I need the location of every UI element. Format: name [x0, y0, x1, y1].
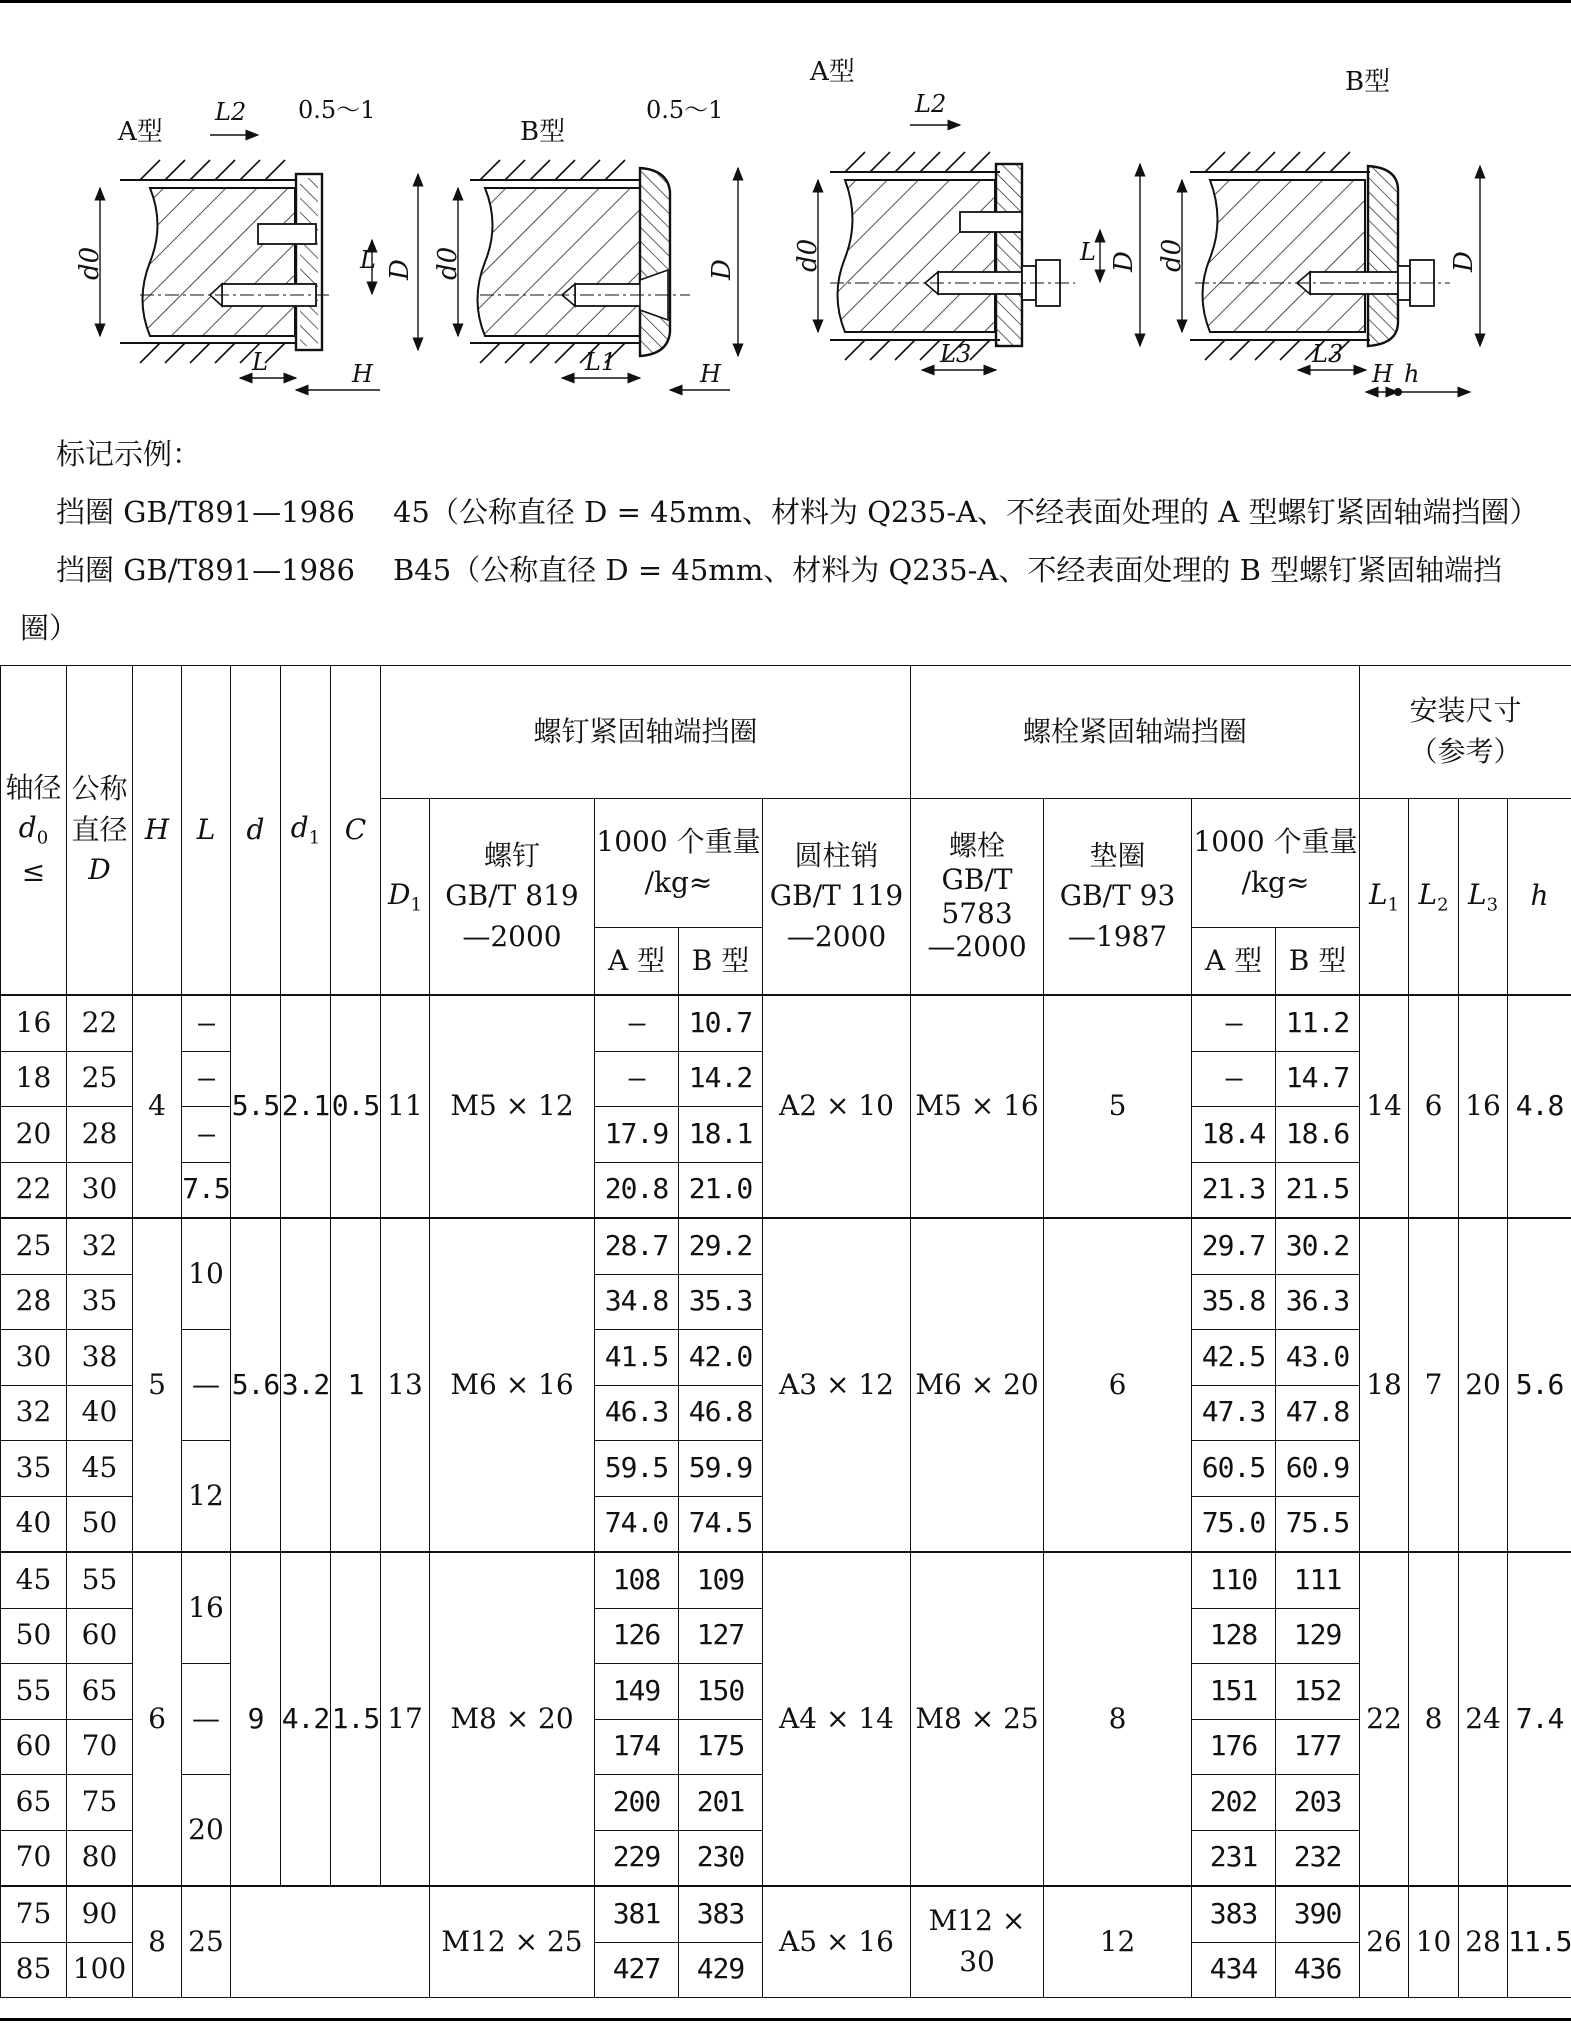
cell-weight-a: 59.5: [595, 1441, 679, 1497]
figure-screw-type-a: [75, 96, 418, 390]
cell-bolt: M6 × 20: [911, 1218, 1044, 1552]
table-row: [1, 1552, 1571, 1608]
header-L: L: [182, 666, 231, 996]
cell-bolt-weight-a: 42.5: [1192, 1330, 1276, 1386]
header-install-group: 安装尺寸 （参考）: [1360, 666, 1571, 799]
header-bolt-weight-b: B 型: [1276, 928, 1360, 996]
cell-H: 6: [133, 1552, 182, 1886]
example-2-desc: （公称直径 D = 45mm、材料为 Q235-A、不经表面处理的 B 型螺钉紧固轴端挡: [451, 553, 1503, 587]
cell-weight-a: —: [595, 995, 679, 1051]
cell-d0: 50: [1, 1608, 67, 1664]
cell-weight-a: 108: [595, 1552, 679, 1608]
cell-weight-b: 59.9: [679, 1441, 763, 1497]
cell-d0: 75: [1, 1886, 67, 1942]
cell-bolt-weight-b: 18.6: [1276, 1107, 1360, 1163]
header-L2: $L_2$: [1409, 799, 1459, 996]
fig4-h: h: [1404, 360, 1420, 388]
cell-D: 30: [67, 1162, 133, 1218]
cell-D: 60: [67, 1608, 133, 1664]
header-D: 公称 直径 D: [67, 666, 133, 996]
cell-D: 55: [67, 1552, 133, 1608]
cell-screw: M12 × 25: [430, 1886, 595, 1998]
cell-washer: 6: [1044, 1218, 1192, 1552]
cell-weight-b: 29.2: [679, 1218, 763, 1274]
cell-weight-b: 18.1: [679, 1107, 763, 1163]
fig3-d0: d0: [793, 238, 823, 272]
cell-washer: 12: [1044, 1886, 1192, 1998]
cell-D: 25: [67, 1051, 133, 1107]
cell-weight-b: 35.3: [679, 1274, 763, 1330]
fig1-L2: L2: [215, 98, 247, 126]
cell-empty: [231, 1886, 430, 1998]
cell-pin: A2 × 10: [763, 995, 911, 1218]
header-weight-a: A 型: [595, 928, 679, 996]
fig2-L1: L1: [585, 348, 617, 376]
cell-D: 38: [67, 1330, 133, 1386]
cell-D: 70: [67, 1719, 133, 1775]
header-weight-b: B 型: [679, 928, 763, 996]
cell-d0: 40: [1, 1496, 67, 1552]
cell-H: 5: [133, 1218, 182, 1552]
header-bolt-weight: 1000 个重量 /kg≈: [1192, 799, 1360, 928]
spec-table-body: [1, 995, 1571, 1998]
example-1-mark: 45: [392, 495, 430, 529]
example-1-code: 挡圈 GB/T891—1986: [56, 495, 355, 529]
cell-L-bot: 12: [182, 1441, 231, 1553]
cell-weight-a: 17.9: [595, 1107, 679, 1163]
cell-d: 5.6: [231, 1218, 281, 1552]
figure-bolt-type-b: [1157, 67, 1480, 396]
cell-d: 5.5: [231, 995, 281, 1218]
cell-L: —: [182, 1051, 231, 1107]
cell-C: 1.5: [331, 1552, 381, 1886]
header-h: h: [1508, 799, 1571, 996]
cell-d0: 35: [1, 1441, 67, 1497]
fig4-D: D: [1449, 251, 1479, 272]
top-rule: [0, 0, 1571, 3]
cell-d0: 20: [1, 1107, 67, 1163]
cell-H: 4: [133, 995, 182, 1218]
header-pin: 圆柱销 GB/T 119 —2000: [763, 799, 911, 996]
cell-bolt-weight-b: 43.0: [1276, 1330, 1360, 1386]
table-row: [1, 1886, 1571, 1942]
fig2-d0: d0: [433, 246, 463, 280]
cell-bolt-weight-a: 29.7: [1192, 1218, 1276, 1274]
header-d: d: [231, 666, 281, 996]
cell-D: 65: [67, 1664, 133, 1720]
table-row: [1, 995, 1571, 1051]
figure-screw-type-b: [433, 96, 738, 390]
cell-bolt-weight-b: 436: [1276, 1942, 1360, 1998]
cell-d1: 4.2: [281, 1552, 331, 1886]
example-2-tail: 圈）: [20, 611, 79, 645]
cell-bolt-weight-a: 231: [1192, 1830, 1276, 1886]
cell-bolt: M12 × 30: [911, 1886, 1044, 1998]
header-d0: 轴径 $d_0$ ≤: [1, 666, 67, 996]
cell-weight-a: 34.8: [595, 1274, 679, 1330]
cell-bolt-weight-b: 14.7: [1276, 1051, 1360, 1107]
cell-weight-b: 175: [679, 1719, 763, 1775]
cell-weight-a: 20.8: [595, 1162, 679, 1218]
cell-L: 7.5: [182, 1162, 231, 1218]
cell-bolt-weight-b: 129: [1276, 1608, 1360, 1664]
cell-weight-b: 201: [679, 1775, 763, 1831]
cell-weight-b: 14.2: [679, 1051, 763, 1107]
cell-bolt-weight-b: 203: [1276, 1775, 1360, 1831]
cell-weight-b: 42.0: [679, 1330, 763, 1386]
fig2-gap: 0.5～1: [646, 96, 724, 124]
cell-weight-a: 41.5: [595, 1330, 679, 1386]
cell-d0: 85: [1, 1942, 67, 1998]
cell-d0: 60: [1, 1719, 67, 1775]
cell-bolt-weight-a: 202: [1192, 1775, 1276, 1831]
cell-L-mid: —: [182, 1330, 231, 1441]
cell-d1: 2.1: [281, 995, 331, 1218]
cell-d0: 32: [1, 1385, 67, 1441]
cell-L3: 20: [1459, 1218, 1508, 1552]
cell-d0: 45: [1, 1552, 67, 1608]
cell-D: 32: [67, 1218, 133, 1274]
cell-L: —: [182, 995, 231, 1051]
cell-bolt-weight-a: 383: [1192, 1886, 1276, 1942]
cell-D: 80: [67, 1830, 133, 1886]
cell-L: 25: [182, 1886, 231, 1998]
cell-bolt: M8 × 25: [911, 1552, 1044, 1886]
example-2-mark: B45: [392, 553, 452, 587]
figure-bolt-type-a: [793, 57, 1140, 370]
cell-bolt-weight-b: 111: [1276, 1552, 1360, 1608]
cell-weight-b: 230: [679, 1830, 763, 1886]
cell-d0: 18: [1, 1051, 67, 1107]
cell-d0: 16: [1, 995, 67, 1051]
fig1-d0: d0: [75, 246, 105, 280]
example-2: [20, 541, 1550, 599]
cell-pin: A5 × 16: [763, 1886, 911, 1998]
fig1-H: H: [352, 360, 373, 388]
example-1: [20, 483, 1550, 541]
header-L1: $L_1$: [1360, 799, 1409, 996]
header-L3: $L_3$: [1459, 799, 1508, 996]
cell-L-top: 10: [182, 1218, 231, 1330]
fig3-L3: L3: [940, 340, 972, 368]
cell-bolt-weight-b: 36.3: [1276, 1274, 1360, 1330]
cell-L: —: [182, 1107, 231, 1163]
cell-screw: M5 × 12: [430, 995, 595, 1218]
cell-weight-b: 46.8: [679, 1385, 763, 1441]
cell-weight-b: 127: [679, 1608, 763, 1664]
cell-D: 28: [67, 1107, 133, 1163]
fig3-L: L: [1080, 238, 1096, 266]
cell-d0: 25: [1, 1218, 67, 1274]
fig1-type-label: A型: [118, 117, 163, 147]
cell-d: 9: [231, 1552, 281, 1886]
cell-L-bot: 20: [182, 1775, 231, 1887]
cell-D: 90: [67, 1886, 133, 1942]
cell-bolt-weight-b: 47.8: [1276, 1385, 1360, 1441]
cell-bolt-weight-a: 151: [1192, 1664, 1276, 1720]
cell-bolt-weight-a: —: [1192, 1051, 1276, 1107]
cell-weight-a: 126: [595, 1608, 679, 1664]
spec-table: [0, 665, 1571, 1998]
cell-weight-a: 200: [595, 1775, 679, 1831]
header-d1: $d_1$: [281, 666, 331, 996]
cell-d0: 28: [1, 1274, 67, 1330]
cell-bolt-weight-a: 35.8: [1192, 1274, 1276, 1330]
header-bolt: 螺栓 GB/T 5783 —2000: [911, 799, 1044, 996]
header-screw-group: 螺钉紧固轴端挡圈: [381, 666, 911, 799]
fig1-L: L: [360, 246, 376, 274]
cell-bolt-weight-b: 30.2: [1276, 1218, 1360, 1274]
cell-bolt-weight-b: 390: [1276, 1886, 1360, 1942]
example-1-desc: （公称直径 D = 45mm、材料为 Q235-A、不经表面处理的 A 型螺钉紧固轴端挡圈）: [429, 495, 1539, 529]
cell-bolt-weight-a: 176: [1192, 1719, 1276, 1775]
cell-D: 40: [67, 1385, 133, 1441]
cell-weight-a: 427: [595, 1942, 679, 1998]
cell-d0: 22: [1, 1162, 67, 1218]
cell-L-mid: —: [182, 1664, 231, 1775]
header-D1: $D_1$: [381, 799, 430, 996]
marking-examples: [20, 425, 1550, 657]
fig3-type-label: A型: [810, 57, 855, 87]
cell-d1: 3.2: [281, 1218, 331, 1552]
cell-h: 7.4: [1508, 1552, 1571, 1886]
cell-weight-b: 150: [679, 1664, 763, 1720]
cell-weight-a: 149: [595, 1664, 679, 1720]
bottom-rule: [0, 2018, 1571, 2021]
cell-L1: 22: [1360, 1552, 1409, 1886]
cell-h: 11.5: [1508, 1886, 1571, 1998]
cell-weight-b: 109: [679, 1552, 763, 1608]
fig1-gap: 0.5～1: [298, 96, 376, 124]
cell-weight-a: —: [595, 1051, 679, 1107]
cell-weight-a: 381: [595, 1886, 679, 1942]
fig2-type-label: B型: [520, 117, 566, 147]
cell-L1: 18: [1360, 1218, 1409, 1552]
cell-weight-b: 21.0: [679, 1162, 763, 1218]
cell-D: 75: [67, 1775, 133, 1831]
cell-bolt-weight-a: 128: [1192, 1608, 1276, 1664]
fig2-H: H: [700, 360, 721, 388]
cell-D: 45: [67, 1441, 133, 1497]
cell-bolt-weight-b: 232: [1276, 1830, 1360, 1886]
drawings: [0, 40, 1571, 420]
cell-weight-a: 28.7: [595, 1218, 679, 1274]
cell-bolt-weight-a: 18.4: [1192, 1107, 1276, 1163]
cell-pin: A3 × 12: [763, 1218, 911, 1552]
cell-bolt: M5 × 16: [911, 995, 1044, 1218]
fig4-H: H: [1372, 360, 1393, 388]
cell-bolt-weight-b: 152: [1276, 1664, 1360, 1720]
cell-weight-b: 383: [679, 1886, 763, 1942]
header-H: H: [133, 666, 182, 996]
header-bolt-weight-a: A 型: [1192, 928, 1276, 996]
cell-bolt-weight-a: 75.0: [1192, 1496, 1276, 1552]
cell-D: 100: [67, 1942, 133, 1998]
cell-D: 35: [67, 1274, 133, 1330]
cell-bolt-weight-b: 60.9: [1276, 1441, 1360, 1497]
header-bolt-group: 螺栓紧固轴端挡圈: [911, 666, 1360, 799]
cell-d0: 65: [1, 1775, 67, 1831]
fig4-type-label: B型: [1345, 67, 1391, 97]
cell-h: 5.6: [1508, 1218, 1571, 1552]
cell-bolt-weight-a: 110: [1192, 1552, 1276, 1608]
cell-d0: 55: [1, 1664, 67, 1720]
cell-weight-b: 429: [679, 1942, 763, 1998]
cell-D1: 17: [381, 1552, 430, 1886]
cell-weight-b: 10.7: [679, 995, 763, 1051]
notes-heading: 标记示例：: [56, 437, 202, 471]
cell-bolt-weight-a: 21.3: [1192, 1162, 1276, 1218]
cell-d0: 30: [1, 1330, 67, 1386]
cell-L2: 6: [1409, 995, 1459, 1218]
cell-bolt-weight-a: 60.5: [1192, 1441, 1276, 1497]
cell-D1: 11: [381, 995, 430, 1218]
cell-L-top: 16: [182, 1552, 231, 1664]
cell-d0: 70: [1, 1830, 67, 1886]
cell-L3: 24: [1459, 1552, 1508, 1886]
cell-bolt-weight-a: —: [1192, 995, 1276, 1051]
cell-weight-b: 74.5: [679, 1496, 763, 1552]
cell-C: 1: [331, 1218, 381, 1552]
cell-D: 50: [67, 1496, 133, 1552]
fig1-L-bottom: L: [252, 348, 268, 376]
cell-washer: 8: [1044, 1552, 1192, 1886]
cell-bolt-weight-b: 11.2: [1276, 995, 1360, 1051]
cell-screw: M8 × 20: [430, 1552, 595, 1886]
cell-L1: 14: [1360, 995, 1409, 1218]
cell-screw: M6 × 16: [430, 1218, 595, 1552]
fig4-L3: L3: [1312, 340, 1344, 368]
cell-bolt-weight-b: 21.5: [1276, 1162, 1360, 1218]
cell-bolt-weight-a: 434: [1192, 1942, 1276, 1998]
cell-weight-a: 174: [595, 1719, 679, 1775]
fig4-d0: d0: [1157, 238, 1187, 272]
cell-L3: 28: [1459, 1886, 1508, 1998]
cell-C: 0.5: [331, 995, 381, 1218]
header-washer: 垫圈 GB/T 93 —1987: [1044, 799, 1192, 996]
example-2-code: 挡圈 GB/T891—1986: [56, 553, 355, 587]
cell-washer: 5: [1044, 995, 1192, 1218]
cell-L2: 7: [1409, 1218, 1459, 1552]
header-weight: 1000 个重量 /kg≈: [595, 799, 763, 928]
fig2-D: D: [707, 259, 737, 280]
cell-H: 8: [133, 1886, 182, 1998]
cell-D1: 13: [381, 1218, 430, 1552]
cell-h: 4.8: [1508, 995, 1571, 1218]
cell-bolt-weight-b: 75.5: [1276, 1496, 1360, 1552]
cell-weight-a: 229: [595, 1830, 679, 1886]
fig1-D: D: [385, 259, 415, 280]
cell-L2: 10: [1409, 1886, 1459, 1998]
cell-pin: A4 × 14: [763, 1552, 911, 1886]
cell-weight-a: 74.0: [595, 1496, 679, 1552]
cell-D: 22: [67, 995, 133, 1051]
fig3-D: D: [1109, 251, 1139, 272]
table-row: [1, 1218, 1571, 1274]
cell-L1: 26: [1360, 1886, 1409, 1998]
cell-bolt-weight-a: 47.3: [1192, 1385, 1276, 1441]
header-screw: 螺钉 GB/T 819 —2000: [430, 799, 595, 996]
fig3-L2: L2: [915, 90, 947, 118]
cell-L2: 8: [1409, 1552, 1459, 1886]
header-C: C: [331, 666, 381, 996]
cell-bolt-weight-b: 177: [1276, 1719, 1360, 1775]
cell-L3: 16: [1459, 995, 1508, 1218]
cell-weight-a: 46.3: [595, 1385, 679, 1441]
